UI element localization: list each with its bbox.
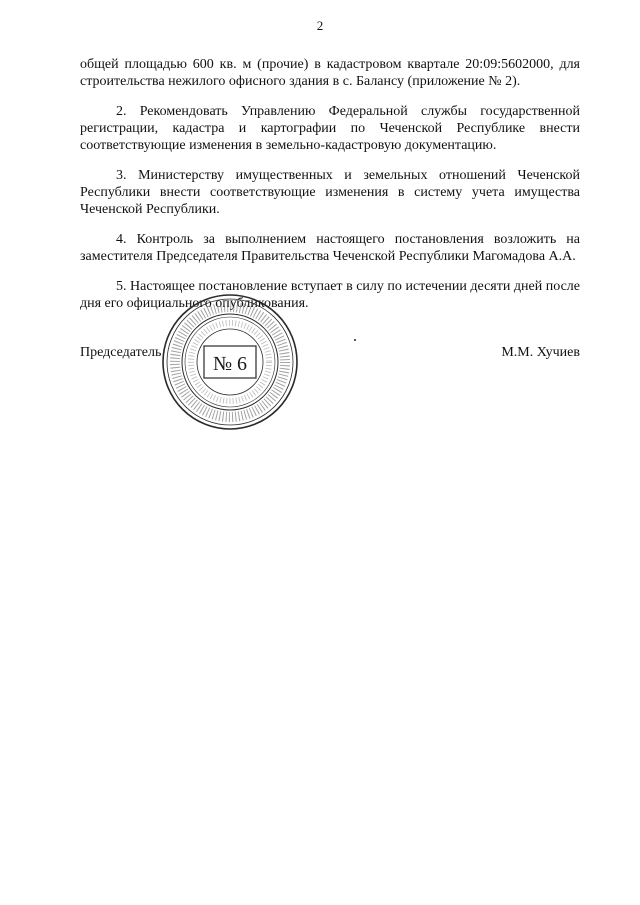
signatory-title: Председатель — [80, 345, 162, 360]
signatory-name: М.М. Хучиев — [501, 345, 580, 360]
paragraph-item-2: 2. Рекомендовать Управлению Федеральной службы государственной регистрации, кадастра и картографии по Чеченской Республике внести соответствующие изменения в земельно-кадастровую документацию. — [80, 104, 580, 153]
paragraph-item-5: 5. Настоящее постановление вступает в силу по истечении десяти дней после дня его официального опубликования. — [80, 279, 580, 311]
document-body — [80, 56, 580, 325]
paragraph-continuation: общей площадью 600 кв. м (прочие) в кадастровом квартале 20:09:5602000, для строительства нежилого офисного здания в с. Балансу (приложение № 2). — [80, 57, 580, 89]
paragraph-item-3: 3. Министерству имущественных и земельных отношений Чеченской Республики внести соответствующие изменения в систему учета имущества Чеченской Республики. — [80, 168, 580, 217]
seal-graphic — [160, 292, 300, 432]
page-number: 2 — [316, 18, 324, 33]
paragraph-item-4: 4. Контроль за выполнением настоящего постановления возложить на заместителя Председателя Правительства Чеченской Республики Магомадова А.А. — [80, 232, 580, 264]
ink-speck — [354, 339, 356, 341]
seal-number: № 6 — [212, 353, 248, 375]
official-seal-stamp — [160, 292, 300, 432]
